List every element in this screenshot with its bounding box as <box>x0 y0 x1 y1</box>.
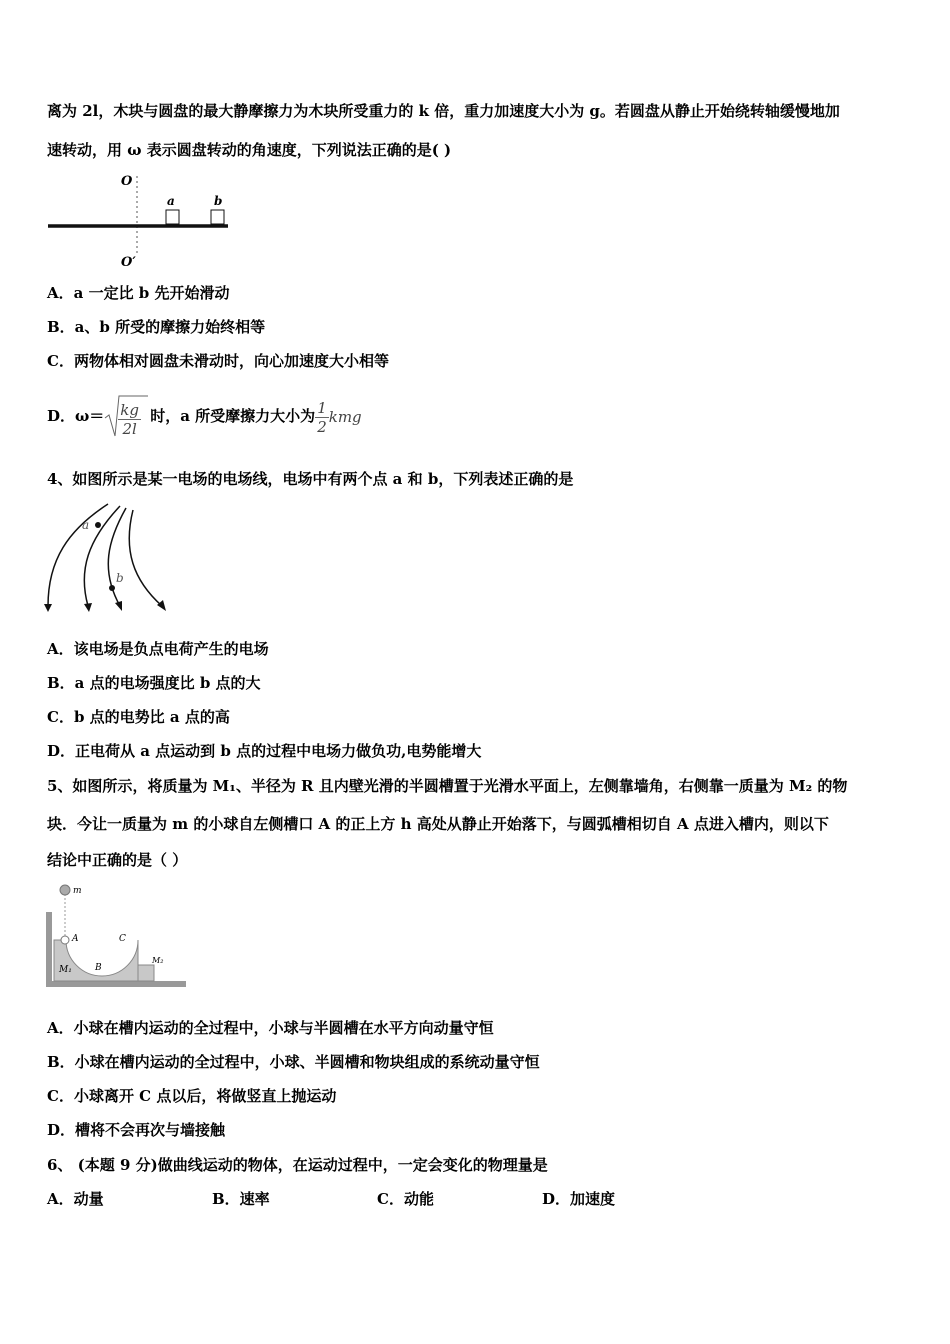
block-b-label: b <box>214 194 223 208</box>
block-m2 <box>138 965 154 981</box>
ball-at-a <box>61 936 69 944</box>
q4-option-a: A．该电场是负点电荷产生的电场 <box>47 640 269 658</box>
q3-option-d-mid: 时，a 所受摩擦力大小为 <box>150 407 316 425</box>
block-b <box>211 210 224 224</box>
q6-option-a: A．动量 <box>47 1190 104 1208</box>
point-a-label: A <box>72 934 79 944</box>
wall <box>46 912 52 987</box>
arrowhead-3 <box>115 601 122 611</box>
q6-stem: 6、 (本题 9 分)做曲线运动的物体，在运动过程中，一定会变化的物理量是 <box>47 1156 548 1174</box>
field-line-1 <box>48 504 108 606</box>
point-b-label: B <box>95 963 102 973</box>
sqrt-denominator: 2l <box>122 420 137 439</box>
q6-option-d: D．加速度 <box>542 1190 616 1208</box>
point-b-label: b <box>116 571 124 585</box>
q3-option-d <box>47 395 362 438</box>
q3-option-c: C．两物体相对圆盘未滑动时，向心加速度大小相等 <box>47 352 389 370</box>
q5-option-a: A．小球在槽内运动的全过程中，小球与半圆槽在水平方向动量守恒 <box>47 1019 494 1037</box>
q5-option-d: D．槽将不会再次与墙接触 <box>47 1121 226 1139</box>
block-a-label: a <box>167 194 175 208</box>
sqrt-numerator: kg <box>120 401 139 420</box>
q4-option-d: D．正电荷从 a 点运动到 b 点的过程中电场力做负功,电势能增大 <box>47 742 482 760</box>
ball-m <box>60 885 70 895</box>
q3-option-b: B．a、b 所受的摩擦力始终相等 <box>47 318 266 336</box>
q5-stem-line2: 块．今让一质量为 m 的小球自左侧槽口 A 的正上方 h 高处从静止开始落下，与圆弧槽相切自 A 点进入槽内，则以下 <box>47 815 829 833</box>
axis-bottom-label: O′ <box>121 255 136 270</box>
axis-top-label: O <box>121 174 133 189</box>
q6-options-row <box>47 1189 847 1209</box>
q3-stem-line1: 离为 2l，木块与圆盘的最大静摩擦力为木块所受重力的 k 倍，重力加速度大小为 g。若圆盘从静止开始绕转轴缓慢地加 <box>47 102 840 120</box>
point-a-label: a <box>82 518 90 532</box>
sqrt-sign-icon <box>104 394 148 438</box>
q5-stem-line1: 5、如图所示，将质量为 M₁、半径为 R 且内壁光滑的半圆槽置于光滑水平面上，左侧靠墙角，右侧靠一质量为 M₂ 的物 <box>47 777 848 795</box>
q5-groove-figure <box>44 880 189 990</box>
q4-option-c: C．b 点的电势比 a 点的高 <box>47 708 230 726</box>
q3-option-a: A．a 一定比 b 先开始滑动 <box>47 284 230 302</box>
q5-option-b: B．小球在槽内运动的全过程中，小球、半圆槽和物块组成的系统动量守恒 <box>47 1053 540 1071</box>
m2-label: M₂ <box>152 956 164 965</box>
point-c-label: C <box>119 934 126 944</box>
q4-option-b: B．a 点的电场强度比 b 点的大 <box>47 674 261 692</box>
q4-field-lines-figure <box>38 500 173 615</box>
field-line-2 <box>84 506 120 606</box>
ball-label: m <box>73 886 82 896</box>
q6-option-c: C．动能 <box>377 1190 434 1208</box>
frac-denominator: 2 <box>317 417 327 436</box>
point-b-dot <box>109 585 115 591</box>
q6-option-b: B．速率 <box>212 1190 270 1208</box>
field-line-3 <box>108 508 126 606</box>
q5-stem-line3: 结论中正确的是（ ） <box>47 851 188 869</box>
m1-label: M₁ <box>59 965 72 975</box>
floor <box>46 981 186 987</box>
arrowhead-1 <box>44 604 52 612</box>
arrowhead-2 <box>84 603 92 612</box>
sqrt-expression <box>104 396 141 439</box>
q3-disc-figure <box>40 168 240 273</box>
frac-numerator: 1 <box>317 398 327 417</box>
q4-stem: 4、如图所示是某一电场的电场线，电场中有两个点 a 和 b，下列表述正确的是 <box>47 470 574 488</box>
field-line-4 <box>129 510 162 606</box>
q3-stem-line2: 速转动，用 ω 表示圆盘转动的角速度，下列说法正确的是( ) <box>47 141 452 159</box>
q3-option-d-tail: kmg <box>328 408 362 426</box>
block-a <box>166 210 179 224</box>
q3-option-d-prefix: D．ω＝ <box>47 407 105 425</box>
q5-option-c: C．小球离开 C 点以后，将做竖直上抛运动 <box>47 1087 337 1105</box>
point-a-dot <box>95 522 101 528</box>
